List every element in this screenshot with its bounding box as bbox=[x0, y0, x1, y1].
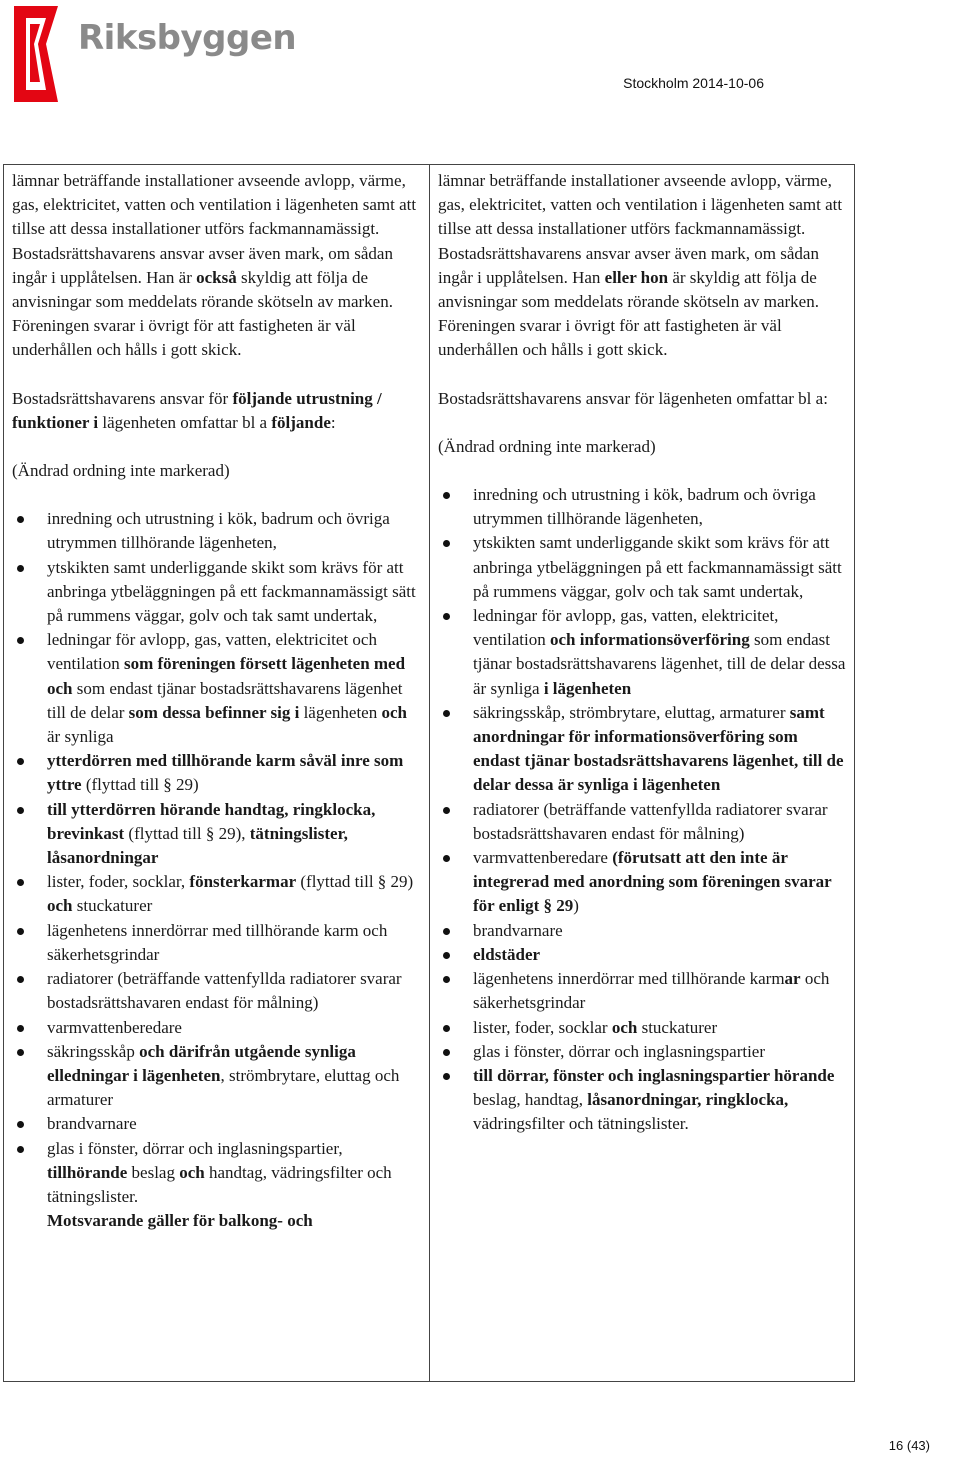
text-run: Bostadsrättshavarens ansvar för lägenheten omfattar bl a: bbox=[438, 388, 828, 408]
right-column bbox=[430, 165, 854, 1381]
list-item bbox=[12, 749, 421, 797]
list-item-text bbox=[47, 1040, 421, 1113]
list-item-text bbox=[473, 531, 846, 604]
bullet-icon bbox=[443, 540, 450, 547]
bold-text-run: ytterdörren med tillhörande karm såväl inre som yttre bbox=[47, 751, 404, 795]
bullet-icon bbox=[17, 807, 24, 814]
list-item-text bbox=[473, 943, 846, 967]
list-item bbox=[12, 967, 421, 1015]
bold-text-run: till ytterdörren hörande handtag, ringklocka, brevinkast bbox=[47, 799, 376, 843]
list-item bbox=[12, 1137, 421, 1210]
bold-text-run: följande utrustning / funktioner i bbox=[12, 388, 382, 432]
bullet-icon bbox=[443, 613, 450, 620]
list-item bbox=[438, 701, 846, 798]
bold-text-run: som dessa befinner sig i bbox=[128, 702, 300, 722]
right-paragraph-1 bbox=[438, 169, 846, 363]
text-run: inredning och utrustning i kök, badrum och övriga utrymmen tillhörande lägenheten, bbox=[47, 509, 390, 553]
text-run: brandvarnare bbox=[47, 1114, 137, 1134]
text-run: lämnar beträffande installationer avseende avlopp, värme, gas, elektricitet, vatten och ventilation i lägenheten samt att tillse att dessa installationer utförs fackmannamässigt. Bostadsrättshavarens ansvar avser även mark, om sådan ingår i upplåtelsen. Han bbox=[438, 171, 843, 287]
list-item bbox=[438, 604, 846, 701]
list-item-text bbox=[473, 798, 846, 846]
list-item bbox=[438, 483, 846, 531]
text-run: lister, foder, socklar bbox=[473, 1017, 612, 1037]
text-run: ledningar för avlopp, gas, vatten, elektricitet och ventilation bbox=[47, 630, 377, 674]
text-run: lister, foder, socklar, bbox=[47, 872, 190, 892]
list-item bbox=[438, 1016, 846, 1040]
text-run: som endast tjänar bostadsrättshavarens lägenhet till de delar bbox=[47, 678, 403, 722]
list-item-text bbox=[473, 846, 846, 919]
text-run: lägenheten omfattar bl a bbox=[98, 412, 272, 432]
text-run: , strömbrytare, eluttag och armaturer bbox=[47, 1065, 400, 1110]
list-item bbox=[12, 798, 421, 871]
right-bullet-list bbox=[438, 483, 846, 1136]
list-item bbox=[438, 846, 846, 919]
text-run: inredning och utrustning i kök, badrum och övriga utrymmen tillhörande lägenheten, bbox=[473, 485, 816, 529]
text-run: handtag, vädringsfilter och tätningslister. bbox=[47, 1162, 392, 1206]
list-item bbox=[12, 628, 421, 749]
list-item-text bbox=[473, 919, 846, 943]
list-item-text bbox=[47, 749, 421, 797]
text-run: brandvarnare bbox=[473, 920, 563, 940]
header-date: Stockholm 2014-10-06 bbox=[623, 75, 764, 91]
bold-text-run: tätningslister, låsanordningar bbox=[47, 823, 348, 868]
bullet-icon bbox=[443, 1049, 450, 1056]
bullet-icon bbox=[17, 1121, 24, 1128]
bullet-icon bbox=[17, 637, 24, 644]
bullet-icon bbox=[17, 516, 24, 523]
list-item-text bbox=[47, 556, 421, 629]
page-number: 16 (43) bbox=[888, 1438, 930, 1453]
text-run: är skyldig att följa de anvisningar som meddelats rörande skötseln av marken. Föreningen svarar i övrigt för att fastigheten är väl underhållen och hålls i gott skick. bbox=[438, 267, 819, 360]
list-item-text bbox=[47, 798, 421, 871]
list-item bbox=[12, 919, 421, 967]
bold-text-run: tillhörande bbox=[47, 1162, 128, 1182]
bold-text-run: och därifrån utgående synliga elledningar i lägenheten bbox=[47, 1041, 356, 1085]
bold-text-run: och bbox=[179, 1162, 205, 1182]
bullet-icon bbox=[17, 879, 24, 886]
list-item-text bbox=[473, 604, 846, 701]
text-run: stuckaturer bbox=[637, 1017, 718, 1037]
bullet-icon bbox=[443, 710, 450, 717]
bold-text-run: ar bbox=[784, 969, 801, 989]
list-item-text bbox=[473, 701, 846, 798]
text-run: (Ändrad ordning inte markerad) bbox=[438, 436, 656, 456]
right-note bbox=[438, 435, 846, 459]
list-item bbox=[12, 556, 421, 629]
left-paragraph-2 bbox=[12, 387, 421, 435]
list-item bbox=[12, 870, 421, 918]
text-run: : bbox=[330, 412, 336, 432]
bold-text-run: i lägenheten bbox=[543, 678, 632, 698]
text-run: Bostadsrättshavarens ansvar för bbox=[12, 388, 233, 408]
bullet-icon bbox=[443, 807, 450, 814]
text-run: radiatorer (beträffande vattenfyllda radiatorer svarar bostadsrättshavaren endast för målning) bbox=[47, 969, 402, 1013]
text-run: ) bbox=[573, 896, 579, 916]
list-item bbox=[12, 507, 421, 555]
bullet-icon bbox=[17, 976, 24, 983]
bullet-icon bbox=[443, 952, 450, 959]
bullet-icon bbox=[17, 1146, 24, 1153]
list-item bbox=[438, 1064, 846, 1137]
bullet-icon bbox=[443, 976, 450, 983]
list-item bbox=[438, 798, 846, 846]
text-run: lämnar beträffande installationer avseende avlopp, värme, gas, elektricitet, vatten och ventilation i lägenheten samt att tillse att dessa installationer utförs fackmannamässigt. Bostadsrättshavarens ansvar avser även mark, om sådan ingår i upplåtelsen. Han är bbox=[12, 171, 417, 287]
text-run: skyldig att följa de anvisningar som meddelats rörande skötseln av marken. Föreningen svarar i övrigt för att fastigheten är väl underhållen och hålls i gott skick. bbox=[12, 267, 393, 360]
list-item bbox=[12, 1040, 421, 1113]
list-item-text bbox=[47, 967, 421, 1015]
left-note bbox=[12, 459, 421, 483]
bullet-icon bbox=[443, 492, 450, 499]
list-item-text bbox=[47, 1112, 421, 1136]
bold-text-run: (förutsatt att den inte är integrerad med anordning som föreningen svarar för enligt § 29 bbox=[473, 848, 832, 916]
text-run: (flyttad till § 29) bbox=[296, 872, 414, 892]
logo-text: Riksbyggen bbox=[78, 18, 297, 58]
list-item-text bbox=[47, 919, 421, 967]
list-item-text bbox=[47, 1137, 421, 1210]
comparison-table bbox=[3, 164, 855, 1382]
text-run: (Ändrad ordning inte markerad) bbox=[12, 461, 230, 481]
text-run: vädringsfilter och tätningslister. bbox=[473, 1114, 689, 1134]
text-run: lägenheten bbox=[299, 702, 382, 722]
text-run: (flyttad till § 29) bbox=[81, 775, 199, 795]
bold-text-run: som föreningen försett lägenheten med och bbox=[47, 654, 406, 698]
text-run: radiatorer (beträffande vattenfyllda radiatorer svarar bostadsrättshavaren endast för målning) bbox=[473, 799, 828, 843]
text-run: ledningar för avlopp, gas, vatten, elektricitet, ventilation bbox=[473, 606, 779, 650]
bold-text-run: och bbox=[611, 1017, 638, 1037]
text-run: lägenhetens innerdörrar med tillhörande karm bbox=[473, 969, 785, 989]
bold-text-run: följande bbox=[271, 412, 331, 432]
left-column bbox=[4, 165, 430, 1381]
list-item bbox=[438, 919, 846, 943]
bold-text-run: fönsterkarmar bbox=[189, 872, 297, 892]
text-run: (flyttad till § 29), bbox=[124, 823, 250, 843]
list-item-text bbox=[47, 507, 421, 555]
text-run: varmvattenberedare bbox=[47, 1017, 182, 1037]
bold-text-run: också bbox=[196, 267, 237, 287]
list-item bbox=[438, 967, 846, 1015]
bold-text-run: och informationsöverföring bbox=[549, 630, 750, 650]
bullet-icon bbox=[443, 855, 450, 862]
bullet-icon bbox=[17, 565, 24, 572]
left-bullet-list bbox=[12, 507, 421, 1209]
list-item-text bbox=[473, 483, 846, 531]
list-item bbox=[12, 1112, 421, 1136]
list-item-text bbox=[47, 628, 421, 749]
text-run: glas i fönster, dörrar och inglasningspartier bbox=[473, 1041, 766, 1061]
text-run: stuckaturer bbox=[72, 896, 153, 916]
text-run: säkringsskåp, strömbrytare, eluttag, armaturer bbox=[473, 702, 790, 722]
text-run: och säkerhetsgrindar bbox=[473, 969, 830, 1013]
list-item bbox=[438, 531, 846, 604]
bold-text-run: eldstäder bbox=[473, 944, 541, 964]
bold-text-run: eller hon bbox=[604, 267, 669, 287]
bold-text-run: och bbox=[47, 896, 73, 916]
bullet-icon bbox=[443, 1025, 450, 1032]
riksbyggen-logo bbox=[12, 4, 302, 104]
text-run: lägenhetens innerdörrar med tillhörande karm och säkerhetsgrindar bbox=[47, 920, 388, 964]
list-item bbox=[12, 1016, 421, 1040]
list-item-text bbox=[47, 1016, 421, 1040]
text-run: säkringsskåp bbox=[47, 1041, 140, 1061]
right-paragraph-2 bbox=[438, 387, 846, 411]
bullet-icon bbox=[443, 928, 450, 935]
bullet-icon bbox=[17, 758, 24, 765]
text-run: är synliga bbox=[47, 727, 114, 747]
list-item bbox=[438, 1040, 846, 1064]
list-item-text bbox=[473, 1040, 846, 1064]
text-run: beslag, handtag, bbox=[473, 1090, 588, 1110]
bold-text-run: låsanordningar, ringklocka, bbox=[587, 1090, 789, 1110]
bullet-icon bbox=[443, 1073, 450, 1080]
left-tail bbox=[12, 1209, 421, 1233]
text-run: ytskikten samt underliggande skikt som krävs för att anbringa ytbeläggningen på ett fackmannamässigt sätt på rummens väggar, golv och tak samt undertak, bbox=[473, 533, 842, 601]
list-item-text bbox=[473, 967, 846, 1015]
riksbyggen-flag-icon bbox=[12, 4, 72, 104]
text-run: glas i fönster, dörrar och inglasningspartier, bbox=[47, 1138, 343, 1158]
bold-text-run: till dörrar, fönster och inglasningspartier hörande bbox=[473, 1065, 835, 1085]
list-item-text bbox=[473, 1016, 846, 1040]
bullet-icon bbox=[17, 928, 24, 935]
text-run: ytskikten samt underliggande skikt som krävs för att anbringa ytbeläggningen på ett fackmannamässigt sätt på rummens väggar, golv och tak samt undertak, bbox=[47, 557, 416, 626]
bullet-icon bbox=[17, 1049, 24, 1056]
text-run: som endast tjänar bostadsrättshavarens lägenhet, till de delar dessa är synliga bbox=[473, 630, 846, 698]
text-run: varmvattenberedare bbox=[473, 848, 613, 868]
list-item-text bbox=[473, 1064, 846, 1137]
list-item bbox=[438, 943, 846, 967]
bold-text-run: samt anordningar för informationsöverföring som endast tjänar bostadsrättshavarens lägenhet, till de delar dessa är synliga i lägenheten bbox=[473, 702, 844, 795]
text-run: beslag bbox=[127, 1162, 180, 1182]
bold-text-run: Motsvarande gäller för balkong- och bbox=[47, 1211, 313, 1231]
bullet-icon bbox=[17, 1025, 24, 1032]
left-paragraph-1 bbox=[12, 169, 421, 363]
bold-text-run: och bbox=[381, 702, 407, 722]
list-item-text bbox=[47, 870, 421, 918]
